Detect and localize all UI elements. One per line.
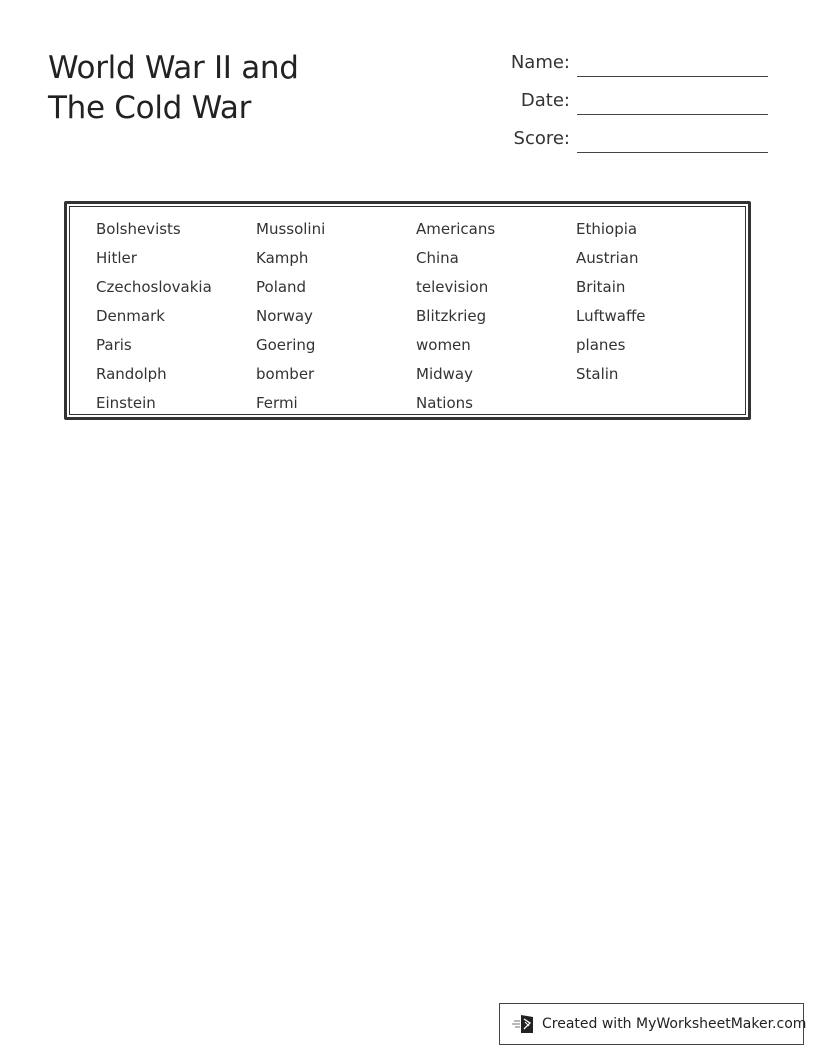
word-bank-item: planes (576, 336, 626, 354)
word-bank-item: Einstein (96, 394, 156, 412)
word-bank-item: Blitzkrieg (416, 307, 487, 325)
word-bank-item: Goering (256, 336, 316, 354)
word-bank-item: Poland (256, 278, 307, 296)
word-bank-item: Midway (416, 365, 473, 383)
word-bank-item: Austrian (576, 249, 639, 267)
date-field[interactable] (490, 88, 770, 126)
word-bank (64, 201, 751, 420)
word-bank-item: Norway (256, 307, 313, 325)
word-bank-item: Hitler (96, 249, 137, 267)
word-bank-item: women (416, 336, 471, 354)
word-grid (96, 218, 736, 421)
score-field[interactable] (490, 126, 770, 164)
word-bank-item: Denmark (96, 307, 165, 325)
name-line[interactable] (577, 76, 768, 77)
word-bank-item: China (416, 249, 459, 267)
date-label: Date: (520, 90, 570, 111)
word-bank-item: Fermi (256, 394, 298, 412)
word-bank-item: Bolshevists (96, 220, 181, 238)
word-bank-item: Ethiopia (576, 220, 638, 238)
name-field[interactable] (490, 50, 770, 88)
word-bank-item: Britain (576, 278, 626, 296)
title-line-1: World War II and (48, 50, 299, 86)
word-bank-item: Americans (416, 220, 496, 238)
date-line[interactable] (577, 114, 768, 115)
word-bank-item: Stalin (576, 365, 619, 383)
word-bank-item: Paris (96, 336, 132, 354)
worksheet-maker-logo-icon (512, 1012, 536, 1036)
word-bank-item: Kamph (256, 249, 309, 267)
footer-text: Created with MyWorksheetMaker.com (542, 1016, 807, 1032)
word-bank-inner-border (69, 206, 746, 415)
worksheet-title (48, 48, 299, 128)
word-bank-item: Randolph (96, 365, 167, 383)
score-line[interactable] (577, 152, 768, 153)
student-info-fields (490, 50, 770, 164)
footer-badge[interactable] (499, 1003, 807, 1045)
title-line-2: The Cold War (48, 90, 252, 126)
word-bank-item: Nations (416, 394, 473, 412)
word-bank-item: bomber (256, 365, 315, 383)
word-bank-item: television (416, 278, 489, 296)
name-label: Name: (510, 52, 570, 73)
score-label: Score: (513, 128, 570, 149)
word-bank-item: Luftwaffe (576, 307, 646, 325)
word-bank-item: Mussolini (256, 220, 326, 238)
word-bank-item (576, 392, 736, 421)
word-bank-item: Czechoslovakia (96, 278, 212, 296)
